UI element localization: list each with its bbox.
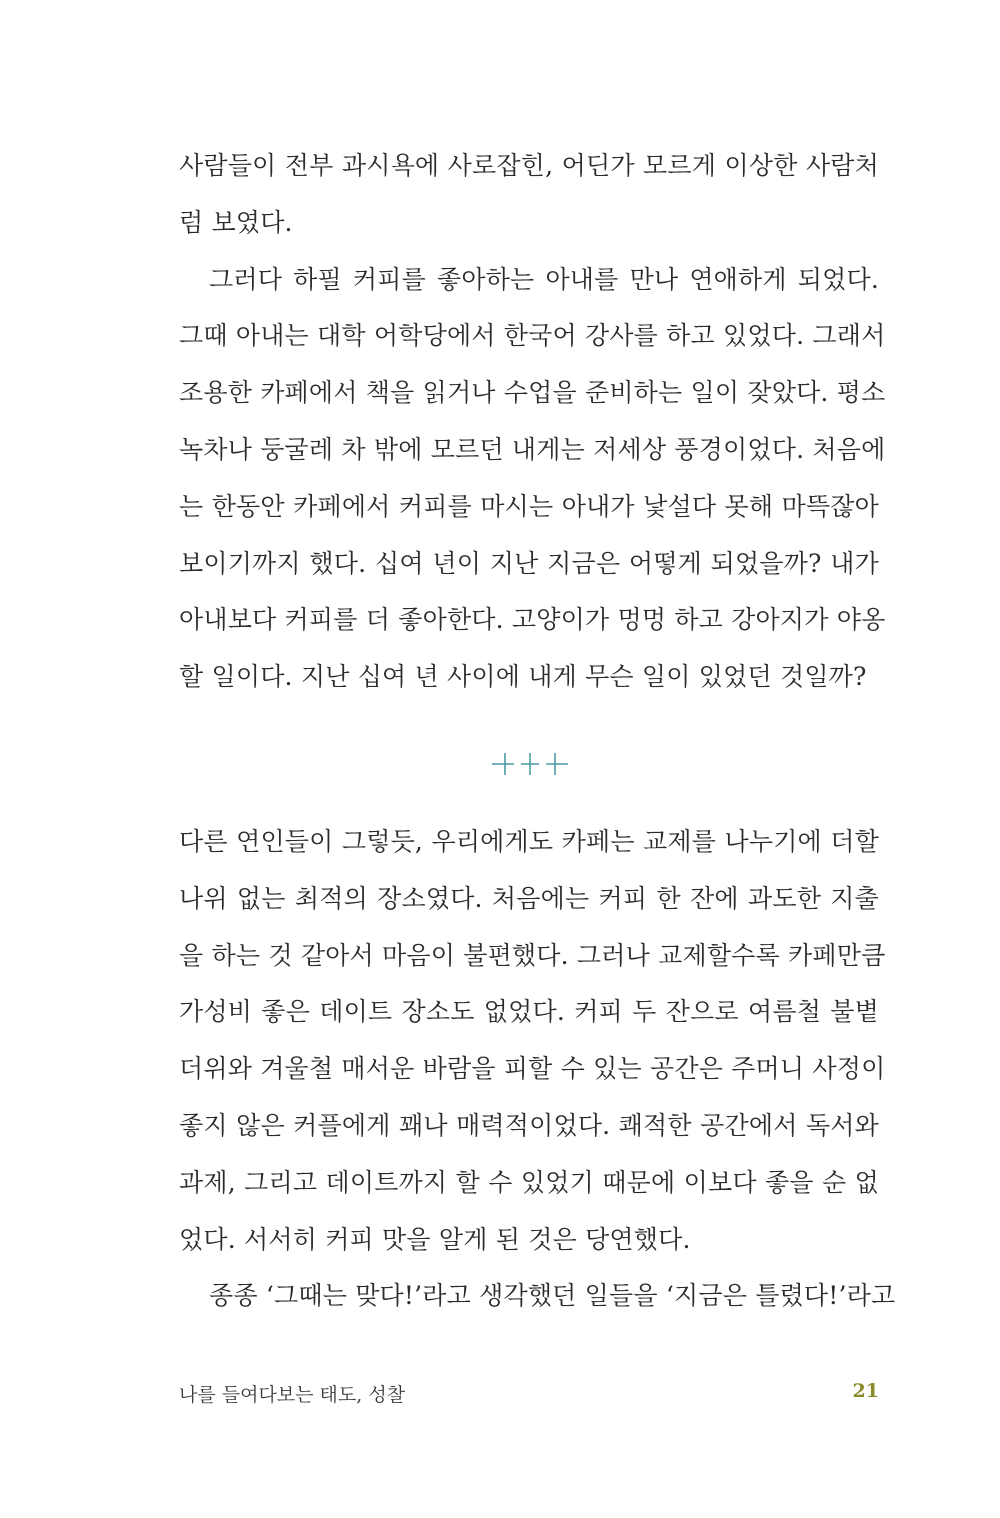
- paragraph: [179, 1268, 896, 1325]
- page-number: 21: [852, 1380, 879, 1402]
- paragraph: [179, 138, 879, 252]
- text-line: 조용한 카페에서 책을 읽거나 수업을 준비하는 일이 잦았다. 평소: [179, 378, 886, 408]
- text-line: 다른 연인들이 그렇듯, 우리에게도 카페는 교제를 나누기에 더할: [179, 827, 879, 856]
- text-line: 었다. 서서히 커피 맛을 알게 된 것은 당연했다.: [179, 1224, 691, 1254]
- section-two: [179, 814, 896, 1325]
- text-line: 종종 ‘그때는 맞다!’라고 생각했던 일들을 ‘지금은 틀렸다!’라고: [209, 1281, 896, 1311]
- text-line: 럼 보였다.: [179, 207, 293, 237]
- text-line: 그때 아내는 대학 어학당에서 한국어 강사를 하고 있었다. 그래서: [179, 321, 886, 351]
- text-line: 더위와 겨울철 매서운 바람을 피할 수 있는 공간은 주머니 사정이: [179, 1054, 886, 1084]
- text-line: 과제, 그리고 데이트까지 할 수 있었기 때문에 이보다 좋을 순 없: [179, 1167, 879, 1197]
- text-line: 좋지 않은 커플에게 꽤나 매력적이었다. 쾌적한 공간에서 독서와: [179, 1110, 879, 1140]
- text-line: 나위 없는 최적의 장소였다. 처음에는 커피 한 잔에 과도한 지출: [179, 883, 879, 913]
- running-footer-title: 나를 들여다보는 태도, 성찰: [179, 1384, 406, 1406]
- text-line: 가성비 좋은 데이트 장소도 없었다. 커피 두 잔으로 여름철 불볕: [179, 997, 879, 1027]
- text-line: 할 일이다. 지난 십여 년 사이에 내게 무슨 일이 있었던 것일까?: [179, 662, 867, 692]
- text-line: 보이기까지 했다. 십여 년이 지난 지금은 어떻게 되었을까? 내가: [179, 548, 879, 578]
- text-line: 녹차나 둥굴레 차 밖에 모르던 내게는 저세상 풍경이었다. 처음에: [179, 434, 886, 464]
- text-line: 아내보다 커피를 더 좋아한다. 고양이가 멍멍 하고 강아지가 야옹: [179, 605, 886, 635]
- triple-cross-ornament-icon: [490, 750, 570, 778]
- text-line: 을 하는 것 같아서 마음이 불편했다. 그러나 교제할수록 카페만큼: [179, 940, 886, 970]
- section-divider-icon: [490, 750, 570, 778]
- text-line: 그러다 하필 커피를 좋아하는 아내를 만나 연애하게 되었다.: [209, 264, 879, 294]
- section-one: [179, 138, 886, 706]
- text-line: 는 한동안 카페에서 커피를 마시는 아내가 낯설다 못해 마뜩잖아: [179, 491, 879, 521]
- paragraph: [179, 814, 886, 1268]
- paragraph: [179, 252, 886, 706]
- text-line: 사람들이 전부 과시욕에 사로잡힌, 어딘가 모르게 이상한 사람처: [179, 151, 879, 180]
